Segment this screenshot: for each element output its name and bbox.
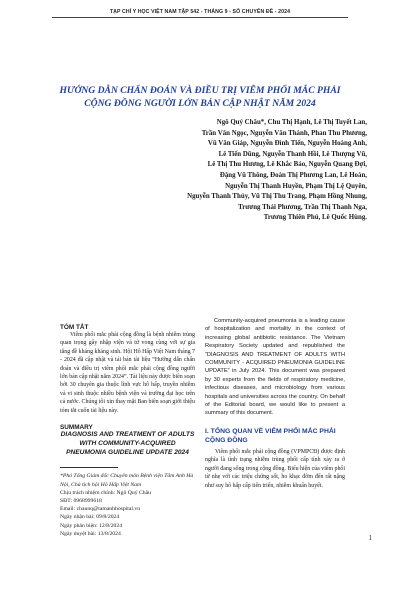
abstract-text: Viêm phổi mắc phải cộng đồng là bệnh nhiễm trùng quan trọng gây nhập viện và tử vong cùng với sự gia tăng đề kháng kháng sinh. Hội Hô Hấp Việt Nam tháng 7 - 2024 đã cập nhật và tái bản tài liệu “Hướng dẫn chẩn đoán và điều trị viêm phổi mắc phải cộng đồng người lớn bản cập nhật năm 2024”. Tài liệu này được biên soạn bởi 30 chuyên gia thuộc lĩnh vực hô hấp, truyền nhiễm và vi sinh thuộc nhiều bệnh viện và trường đại học trên cả nước. Chúng tôi xin thay mặt Ban biên soạn giới thiệu tóm tắt cuốn tài liệu này. (60, 332, 195, 414)
article-title-line-1: HƯỚNG DẪN CHẨN ĐOÁN VÀ ĐIỀU TRỊ VIÊM PHỔI MẮC PHẢI (59, 85, 341, 96)
footnote-divider (60, 467, 118, 468)
header-divider (52, 17, 348, 18)
author-list (60, 118, 367, 224)
author-line: Đặng Vũ Thông, Đoàn Thị Phương Lan, Lê Hoàn, (219, 171, 367, 179)
section-1-heading: I. TỔNG QUAN VỀ VIÊM PHỔI MẮC PHẢI CỘNG ĐỒNG (205, 427, 336, 445)
summary-title: DIAGNOSIS AND TREATMENT OF ADULTS WITH COMMUNITY-ACQUIRED PNEUMONIA GUIDELINE UPDATE 2024 (60, 431, 195, 456)
summary-text: Community-acquired pneumonia is a leading cause of hospitalization and mortality in the context of increasing global antibiotic resistance. The Vietnam Respiratory Society updated and republished the “DIAGNOSIS AND TREATMENT OF ADULTS WITH COMMUNITY - ACQUIRED PNEUMONIA GUIDELINE UPDATE” in July 2024. This document was prepared by 30 experts from the fields of respiratory medicine, infectious diseases, and microbiology from various hospitals and universities across the country. On behalf of the Editorial board, we would like to present a summary of this document. (205, 318, 345, 417)
author-line: Trương Thiên Phú, Lê Quốc Hùng. (263, 214, 367, 222)
footnote-line: Ngày nhận bài: 09/8/2024 (60, 514, 120, 521)
footnote-line: Chịu trách nhiệm chính: Ngô Quý Châu (60, 489, 151, 496)
author-line: Vũ Văn Giáp, Nguyễn Đình Tiến, Nguyễn Hoàng Anh, (207, 140, 367, 148)
footnote-line: Ngày duyệt bài: 13/8/2024 (60, 530, 121, 537)
footnote-line: Email: chaunq@tamanhhospital.vn (60, 506, 141, 513)
author-line: Lê Thị Thu Hương, Lê Khắc Bảo, Nguyễn Quang Đợi, (207, 161, 367, 169)
section-1-text: Viêm phổi mắc phải cộng đồng (VPMPCĐ) được định nghĩa là tình trạng nhiễm trùng phổi cấp tính xảy ra ở người đang sống trong cộng đồng. Biểu hiện của viêm phổi từ nhẹ với các triệu chứng sốt, ho khạc đờm đến rất nặng như suy hô hấp cấp tiến triển, nhiễm khuẩn huyết. (205, 448, 345, 489)
abstract-heading: TÓM TẮT (60, 324, 89, 331)
author-line: Trần Văn Ngọc, Nguyễn Văn Thành, Phan Thu Phương, (201, 129, 367, 137)
footnote-affiliation: *Phó Tổng Giám đốc Chuyên môn Bệnh viện Tâm Anh Hà Nội, Chủ tịch hội Hô Hấp Việt Nam (60, 473, 194, 488)
author-line: Nguyễn Thanh Thủy, Vũ Thị Thu Trang, Phạm Hồng Nhung, (187, 193, 367, 201)
footnote-line: SĐT: 0968999618 (60, 498, 102, 505)
author-line: Lê Tiến Dũng, Nguyễn Thanh Hồi, Lê Thượng Vũ, (218, 150, 367, 158)
author-line: Trương Thái Phương, Trần Thị Thanh Nga, (238, 203, 367, 211)
article-title-line-2: CỘNG ĐỒNG NGƯỜI LỚN BẢN CẬP NHẬT NĂM 2024 (84, 98, 316, 109)
footnote-line: Ngày phản biện: 12/8/2024 (60, 522, 123, 529)
author-line: Ngô Quý Châu*, Chu Thị Hạnh, Lê Thị Tuyết Lan, (216, 119, 367, 126)
page-number: 1 (368, 535, 372, 542)
article-title (40, 84, 360, 110)
summary-heading: SUMMARY (60, 424, 93, 432)
author-line: Nguyễn Thị Thanh Huyền, Phạm Thị Lệ Quyên, (225, 182, 367, 190)
left-column (60, 324, 195, 538)
journal-header: TẠP CHÍ Y HỌC VIỆT NAM TẬP 542 - THÁNG 9 - SỐ CHUYÊN ĐỀ - 2024 (109, 9, 291, 15)
right-column (205, 317, 345, 490)
